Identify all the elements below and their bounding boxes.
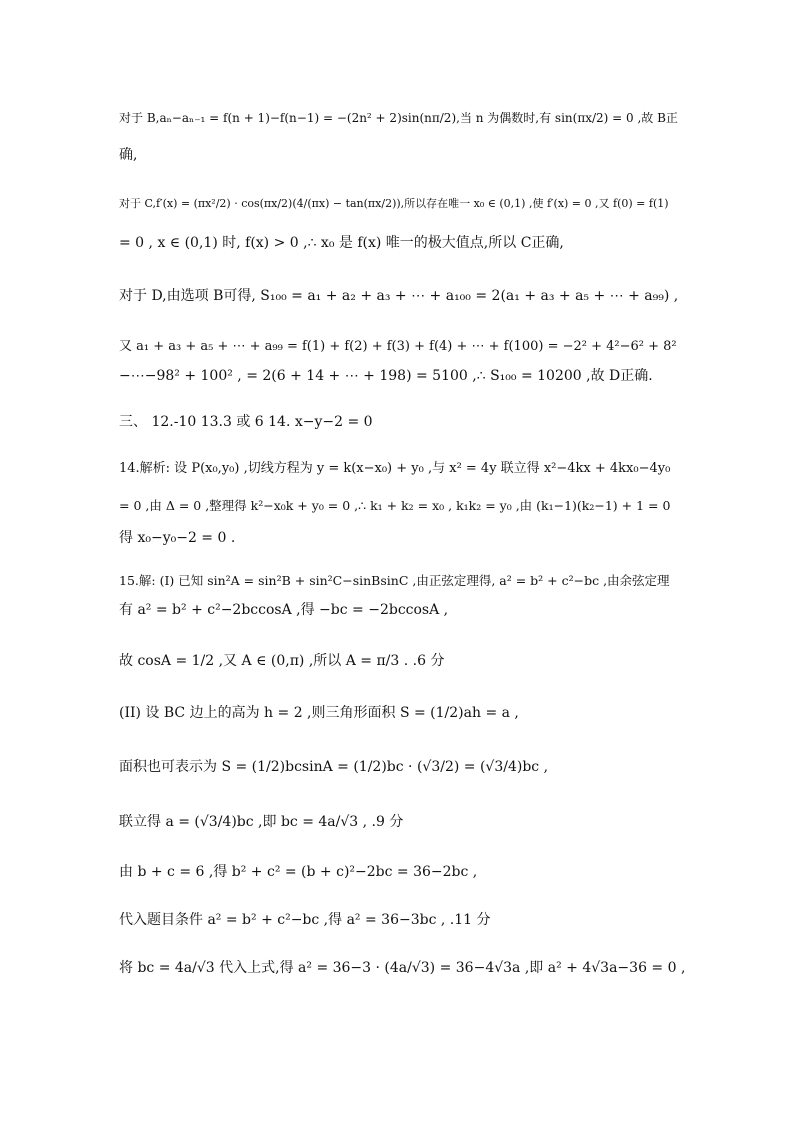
q15-part2-line-2: 面积也可表示为 S = (1/2)bcsinA = (1/2)bc · (√3/2) = (√3/4)bc , [119,759,549,775]
q15-part2-line-4: 由 b + c = 6 ,得 b² + c² = (b + c)²−2bc = 36−2bc , [119,864,478,880]
option-b-line-2: 确, [119,147,138,163]
option-d-line-1: 对于 D,由选项 B可得, S₁₀₀ = a₁ + a₂ + a₃ + ⋯ + a₁₀₀ = 2(a₁ + a₃ + a₅ + ⋯ + a₉₉) , [119,288,679,304]
section-three-answers: 三、 12.-10 13.3 或 6 14. x−y−2 = 0 [119,414,373,430]
q15-line-3: 故 cosA = 1/2 ,又 A ∈ (0,π) ,所以 A = π/3 . .6 分 [119,653,445,669]
q15-line-2: 有 a² = b² + c²−2bccosA ,得 −bc = −2bccosA , [119,602,449,618]
q15-part2-line-5: 代入题目条件 a² = b² + c²−bc ,得 a² = 36−3bc , .11 分 [119,912,491,928]
q15-part2-line-3: 联立得 a = (√3/4)bc ,即 bc = 4a/√3 , .9 分 [119,814,404,830]
option-d-line-3: −⋯−98² + 100² , = 2(6 + 14 + ⋯ + 198) = 5100 ,∴ S₁₀₀ = 10200 ,故 D正确. [119,368,653,384]
q15-part2-line-1: (II) 设 BC 边上的高为 h = 2 ,则三角形面积 S = (1/2)ah = a , [119,705,519,721]
q14-line-3: 得 x₀−y₀−2 = 0 . [119,530,236,546]
q15-line-1: 15.解: (I) 已知 sin²A = sin²B + sin²C−sinBsinC ,由正弦定理得, a² = b² + c²−bc ,由余弦定理 [119,573,670,588]
option-b-line-1: 对于 B,aₙ−aₙ₋₁ = f(n + 1)−f(n−1) = −(2n² + 2)sin(nπ/2),当 n 为偶数时,有 sin(πx/2) = 0 ,故 B正 [119,111,678,125]
option-c-line-1: 对于 C,f′(x) = (πx²/2) · cos(πx/2)(4/(πx) − tan(πx/2)),所以存在唯一 x₀ ∈ (0,1) ,使 f′(x) = 0 ,又 f(0) = f(1) [119,197,669,210]
q15-part2-line-6: 将 bc = 4a/√3 代入上式,得 a² = 36−3 · (4a/√3) = 36−4√3a ,即 a² + 4√3a−36 = 0 , [119,960,686,976]
option-d-line-2: 又 a₁ + a₃ + a₅ + ⋯ + a₉₉ = f(1) + f(2) + f(3) + f(4) + ⋯ + f(100) = −2² + 4²−6² + 8² [119,339,677,354]
q14-line-2: = 0 ,由 Δ = 0 ,整理得 k²−x₀k + y₀ = 0 ,∴ k₁ + k₂ = x₀ , k₁k₂ = y₀ ,由 (k₁−1)(k₂−1) + 1 = 0 [119,498,671,513]
option-c-line-2: = 0 , x ∈ (0,1) 时, f(x) > 0 ,∴ x₀ 是 f(x) 唯一的极大值点,所以 C正确, [119,235,564,251]
q14-line-1: 14.解析: 设 P(x₀,y₀) ,切线方程为 y = k(x−x₀) + y₀ ,与 x² = 4y 联立得 x²−4kx + 4kx₀−4y₀ [119,461,671,476]
